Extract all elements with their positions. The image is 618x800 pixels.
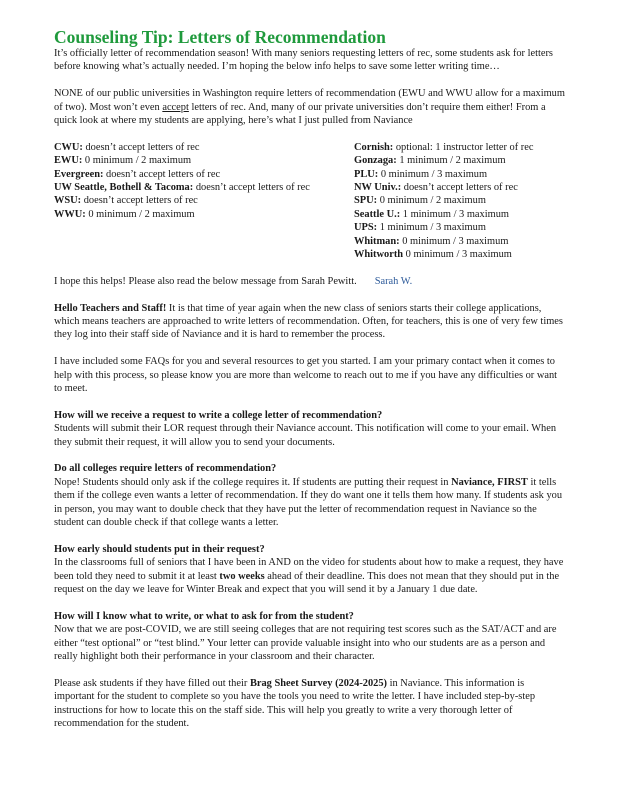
- school-name: SPU:: [354, 195, 378, 207]
- answer-2-post: it tells them if the college even wants a letter of recommendation. If they do want one it tells them how many. If students ask you in person, you may want to double check that they have put the letter of recommendation request in Naviance so the student can double check if that college wants a letter.: [54, 476, 563, 529]
- school-row: [354, 141, 566, 154]
- school-detail: 0 minimum / 3 maximum: [403, 249, 512, 261]
- public-universities-paragraph: [54, 87, 566, 127]
- school-row: [54, 181, 354, 194]
- school-name: UPS:: [354, 222, 378, 234]
- school-row: [54, 141, 354, 154]
- school-list-left: [54, 141, 354, 262]
- document-page: [54, 27, 566, 731]
- public-text-underlined: accept: [162, 101, 189, 113]
- school-detail: 1 minimum / 3 maximum: [377, 222, 486, 234]
- school-row: [354, 248, 566, 261]
- school-list-right: [354, 141, 566, 262]
- faq-question-1: How will we receive a request to write a college letter of recommendation?: [54, 409, 383, 421]
- intro-paragraph: It’s officially letter of recommendation season! With many seniors requesting letters of rec, some students ask for letters before knowing what’s actually needed. I’m hoping the below info helps to save some letter writing time…: [54, 48, 553, 73]
- school-row: [354, 235, 566, 248]
- public-text-post: letters of rec. And, many of our private universities don’t require them either! From a quick look at where my students are applying, here’s what I just pulled from Naviance: [54, 101, 546, 127]
- school-name: Evergreen:: [54, 168, 104, 180]
- answer-3-pre: In the classrooms full of seniors that I have been in AND on the video for students about how to make a request, they have been told they need to submit it at least: [54, 557, 564, 582]
- school-row: [54, 154, 354, 167]
- faq-answer-1: Students will submit their LOR request through their Naviance account. This notification will come to your email. When they submit their request, it will allow you to send your documents.: [54, 423, 557, 448]
- school-detail: 0 minimum / 2 maximum: [82, 155, 192, 167]
- page-title: Counseling Tip: Letters of Recommendation: [54, 27, 386, 47]
- school-name: NW Univ.:: [354, 182, 402, 194]
- hello-paragraph: [54, 302, 566, 342]
- school-row: [354, 208, 566, 221]
- school-detail: 0 minimum / 2 maximum: [85, 208, 195, 220]
- school-row: [354, 194, 566, 207]
- school-detail: doesn’t accept letters of rec: [82, 141, 200, 153]
- school-detail: 0 minimum / 3 maximum: [378, 168, 488, 180]
- school-name: UW Seattle, Bothell & Tacoma:: [54, 182, 194, 194]
- school-row: [54, 194, 354, 207]
- school-detail: 1 minimum / 3 maximum: [400, 208, 509, 220]
- school-detail: doesn’t accept letters of rec: [103, 168, 221, 180]
- faq-question-3: How early should students put in their request?: [54, 543, 265, 555]
- school-name: PLU:: [354, 168, 379, 180]
- public-text-pre: NONE of our public universities in Washington require letters of recommendation (EWU and WWU allow for a maximum of two). Most won’t even: [54, 88, 565, 113]
- school-detail: 0 minimum / 2 maximum: [377, 195, 486, 207]
- school-detail: doesn’t accept letters of rec: [401, 182, 518, 194]
- brag-sheet-paragraph: [54, 677, 566, 731]
- hello-body: It is that time of year again when the new class of seniors starts their college applications, which means teachers are approached to write letters of recommendation. Often, for teachers, this is one of very few times they log into their staff side of Naviance and it is hard to remember the process.: [54, 302, 563, 341]
- faq-question-2: Do all colleges require letters of recommendation?: [54, 463, 277, 475]
- school-detail: 1 minimum / 2 maximum: [396, 155, 506, 167]
- school-row: [54, 168, 354, 181]
- school-name: Gonzaga:: [354, 155, 397, 167]
- school-detail: 0 minimum / 3 maximum: [399, 235, 509, 247]
- school-row: [354, 168, 566, 181]
- school-name: Seattle U.:: [354, 208, 401, 220]
- school-list: [54, 141, 566, 262]
- school-row: [354, 221, 566, 234]
- answer-2-bold: Naviance, FIRST: [451, 476, 528, 488]
- school-name: Cornish:: [354, 141, 394, 153]
- signature: Sarah W.: [374, 275, 413, 287]
- brag-bold: Brag Sheet Survey (2024-2025): [249, 677, 388, 689]
- brag-post: in Naviance. This information is important for the student to complete so you have the tools you need to write the letter. I have included step-by-step instructions for how to locate this on the staff side. This will help you greatly to write a very thorough letter of recommendation for the student.: [54, 677, 536, 730]
- faq-answer-4: Now that we are post-COVID, we are still seeing colleges that are not requiring test scores such as the SAT/ACT and are either “test optional” or “test blind.” Your letter can provide valuable insight into who our students are as a person and really highlight both their performance in your classroom and their character.: [54, 624, 557, 663]
- faq-intro-paragraph: I have included some FAQs for you and several resources to get you started. I am your primary contact when it comes to help with this process, so please know you are more than welcome to reach out to me if you have any difficulties or want to meet.: [54, 356, 558, 395]
- answer-2-pre: Nope! Students should only ask if the college requires it. If students are putting their request in: [54, 476, 452, 488]
- school-row: [54, 208, 354, 221]
- school-row: [354, 154, 566, 167]
- school-name: CWU:: [54, 141, 83, 153]
- school-detail: optional: 1 instructor letter of rec: [393, 141, 534, 153]
- answer-3-post: ahead of their deadline. This does not mean that they should put in the request on the day we leave for Winter Break and expect that you will send it by a January 1 due date.: [54, 570, 560, 596]
- school-name: Whitworth: [354, 249, 404, 261]
- hello-greeting: Hello Teachers and Staff!: [54, 302, 167, 314]
- school-row: [354, 181, 566, 194]
- brag-pre: Please ask students if they have filled out their: [54, 677, 250, 689]
- school-detail: doesn’t accept letters of rec: [193, 182, 310, 194]
- faq-answer-2: [54, 476, 566, 530]
- answer-3-bold: two weeks: [219, 570, 265, 582]
- school-name: WSU:: [54, 195, 82, 207]
- school-detail: doesn’t accept letters of rec: [81, 195, 198, 207]
- school-name: EWU:: [54, 155, 83, 167]
- closing-text: I hope this helps! Please also read the below message from Sarah Pewitt.: [54, 275, 357, 287]
- school-name: Whitman:: [354, 235, 400, 247]
- faq-answer-3: [54, 556, 566, 596]
- closing-line: [54, 275, 566, 288]
- school-name: WWU:: [54, 208, 86, 220]
- faq-question-4: How will I know what to write, or what to ask for from the student?: [54, 610, 354, 622]
